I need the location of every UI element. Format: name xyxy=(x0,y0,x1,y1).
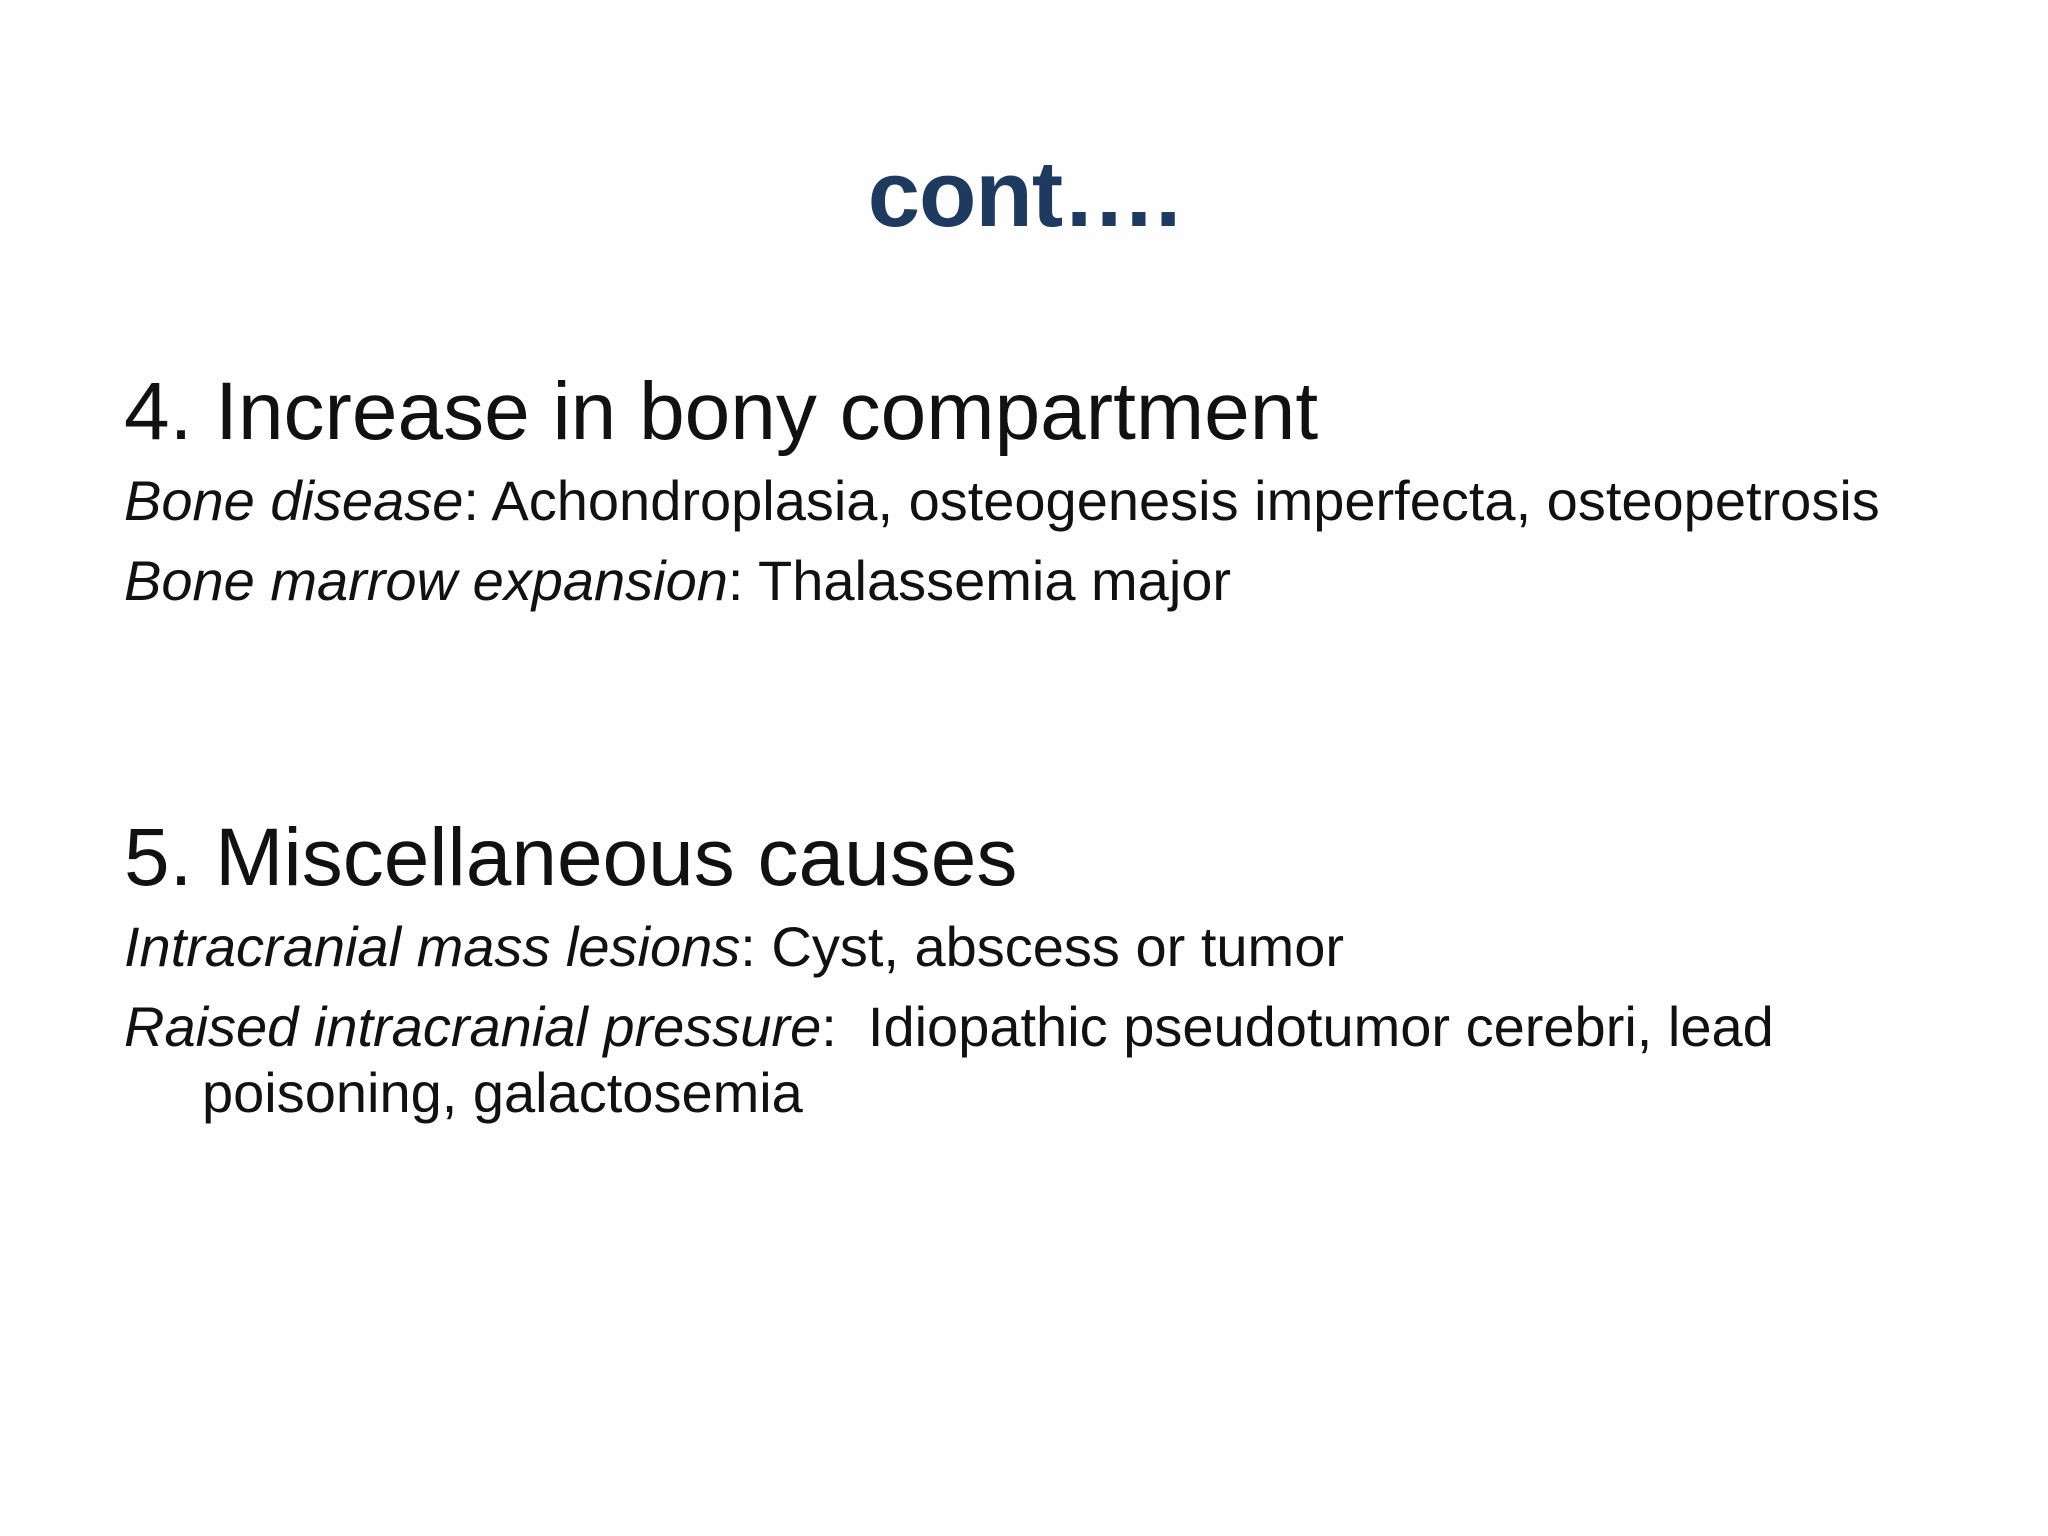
list-item-raised-intracranial-pressure xyxy=(124,994,1984,1126)
item-description: Cyst, abscess or tumor xyxy=(771,915,1344,978)
item-separator: : xyxy=(463,469,492,532)
item-term: Bone marrow expansion xyxy=(124,549,728,612)
item-term: Raised intracranial pressure xyxy=(124,995,822,1058)
item-term: Bone disease xyxy=(124,469,464,532)
item-description: Thalassemia major xyxy=(758,549,1232,612)
item-term: Intracranial mass lesions xyxy=(124,915,741,978)
item-separator: : xyxy=(740,915,772,978)
section-heading: 5. Miscellaneous causes xyxy=(124,812,1018,903)
item-description: Idiopathic pseudotumor cerebri, lead poisoning, galactosemia xyxy=(202,995,1774,1124)
list-item-bone-disease xyxy=(124,468,1984,534)
list-item-bone-marrow-expansion xyxy=(124,548,1984,614)
section-heading: 4. Increase in bony compartment xyxy=(124,366,1319,457)
section-bony-compartment xyxy=(124,362,1984,628)
item-separator: : xyxy=(727,549,758,612)
section-miscellaneous-causes xyxy=(124,808,1984,1140)
list-item-intracranial-mass-lesions xyxy=(124,914,1984,980)
item-separator: : xyxy=(821,995,868,1058)
item-description: Achondroplasia, osteogenesis imperfecta, osteopetrosis xyxy=(491,469,1880,532)
slide-title: cont…. xyxy=(867,141,1181,246)
